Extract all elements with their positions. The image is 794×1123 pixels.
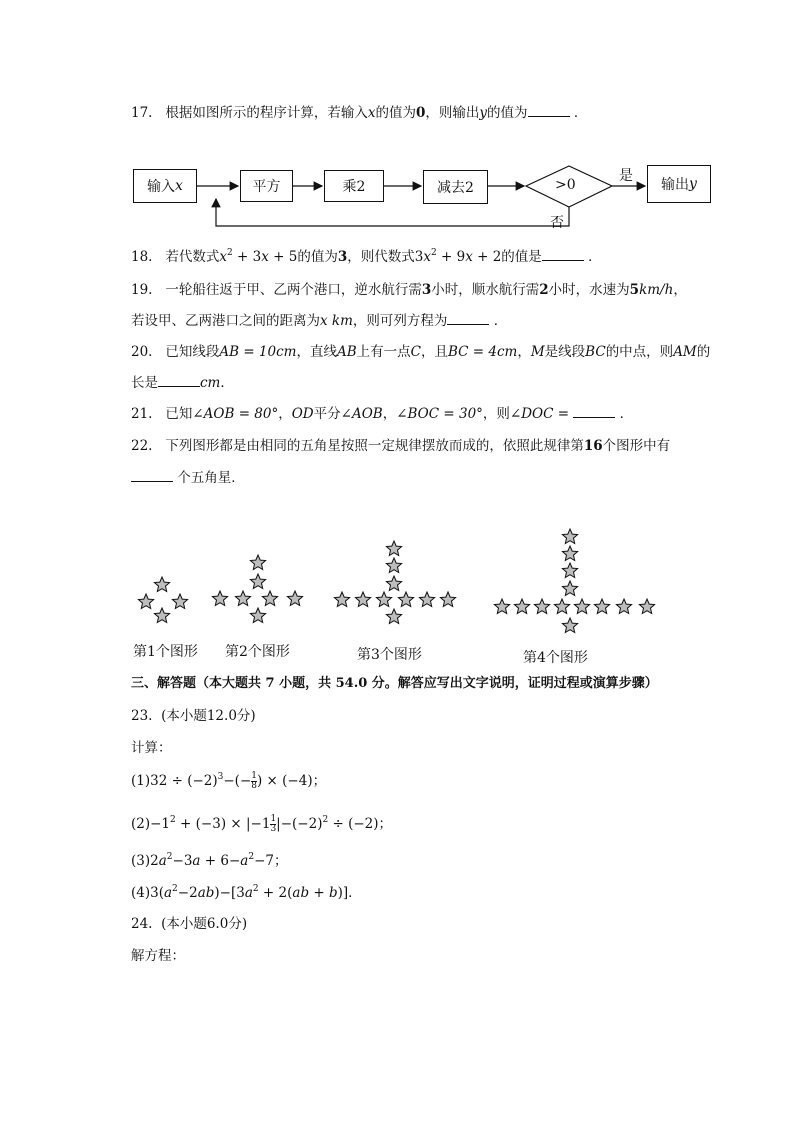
q17-text: 的值为 [487, 105, 528, 121]
q19-text: ，则可列方程为 [352, 313, 448, 329]
star-icon [376, 592, 391, 607]
star-icon [594, 599, 609, 614]
q20-end: ． [220, 375, 234, 391]
q21-text: ， [278, 406, 292, 422]
q17-var-y: y [479, 105, 488, 121]
q19-text: 若设甲、乙两港口之间的距离为 [131, 313, 320, 329]
q21-number: 21. [131, 406, 153, 422]
q21-doc-eq: ∠DOC = [509, 406, 570, 422]
star-icon [574, 599, 589, 614]
star-icon [398, 592, 413, 607]
answer-blank [573, 405, 615, 418]
flow-square-label: 平方 [252, 179, 281, 195]
q19-speed: 5 [629, 282, 640, 298]
answer-blank [131, 469, 173, 482]
q23-p1-label: (1) [131, 773, 151, 789]
arrow-loop-back [216, 199, 569, 226]
q17-end: ． [573, 105, 588, 121]
answer-blank [447, 312, 489, 325]
section3-title: 三、解答题（本大题共 7 小题，共 54.0 分。解答应写出文字说明，证明过程或演算步骤） [131, 676, 658, 691]
q24-solve: 解方程： [131, 948, 185, 964]
caption-fig3: 第3个图形 [357, 647, 422, 663]
q20-ab: AB [336, 344, 357, 360]
q20-text: ，直线 [296, 344, 337, 360]
q19-end: ． [493, 313, 508, 329]
q23-score: (本小题12.0分) [161, 708, 256, 724]
flow-input-box [133, 169, 197, 203]
q21-text: 已知 [165, 406, 193, 422]
q23-p3-expr: $2a^2-3a + 6-a^2-7$； [150, 852, 288, 869]
q21-text: ， [382, 406, 397, 422]
star-icon [212, 591, 227, 606]
caption-fig1: 第1个图形 [133, 644, 198, 660]
q20-ab-eq: AB = 10cm [219, 344, 297, 360]
flow-condition-label: >0 [555, 177, 576, 193]
flow-square-box [240, 170, 293, 202]
star-icon [386, 609, 401, 624]
q18-text: ，则代数式 [347, 249, 415, 265]
q20-number: 20. [131, 344, 153, 360]
q22-text: 个五角星． [177, 470, 245, 486]
q22-text: 下列图形都是由相同的五角星按照一定规律摆放而成的，依照此规律第 [165, 438, 584, 454]
q21-text: 平分 [313, 406, 341, 422]
star-icon [386, 541, 401, 556]
flow-output-label: 输出 [661, 177, 690, 193]
q20-text: 的中点，则 [605, 344, 674, 360]
q24-header [131, 915, 247, 933]
star-icon [250, 574, 265, 589]
star-icon [562, 618, 577, 633]
q23-number: 23. [131, 708, 153, 724]
q18-line [131, 248, 602, 266]
q22-number: 22. [131, 438, 153, 454]
caption-fig2: 第2个图形 [225, 644, 290, 660]
q19-dist: x km [320, 313, 353, 329]
star-icon [154, 577, 169, 592]
q18-val: 3 [337, 249, 348, 265]
star-icon [172, 594, 187, 609]
star-icon [562, 563, 577, 578]
q23-p4-expr: $3(a^2-2ab)-[3a^2 + 2(ab + b)]$． [150, 884, 362, 901]
q20-text: 长是 [131, 375, 158, 391]
star-icon [534, 599, 549, 614]
q18-number: 18. [131, 249, 153, 265]
q20-c: C [410, 344, 421, 360]
star-icon [562, 581, 577, 596]
q22-n16: 16 [583, 438, 603, 454]
q18-expr2: $3x^2 + 9x + 2$ [414, 248, 502, 265]
flow-times2-box [324, 170, 384, 202]
q17-var-x: x [367, 105, 376, 121]
flow-times2-label: 乘2 [342, 179, 366, 195]
q21-line [131, 405, 633, 423]
q18-text: 若代数式 [165, 249, 220, 265]
flow-no-label: 否 [550, 215, 564, 231]
star-icon [355, 592, 370, 607]
q23-part2 [131, 815, 392, 834]
q19-unit: km/h [639, 282, 674, 298]
q18-expr1: $x^2 + 3x + 5$ [219, 248, 298, 265]
q21-end: ． [619, 406, 634, 422]
star-icon [250, 555, 265, 570]
q19-n2: 2 [539, 282, 549, 298]
star-icon [419, 592, 434, 607]
star-icon [250, 608, 265, 623]
q17-number: 17. [131, 105, 153, 121]
q23-p2-label: (2) [131, 816, 151, 832]
flow-input-var: x [175, 178, 183, 194]
star-icon [154, 608, 169, 623]
answer-blank [542, 248, 584, 261]
star-icon [639, 599, 654, 614]
q20-text: 是线段 [544, 344, 586, 360]
q22-line1 [131, 437, 670, 455]
q20-line2 [131, 374, 234, 392]
q23-p1-expr: $32 \div (-2)^3-(-$ $\frac{1}{8}$ ) × (−4)； [150, 771, 327, 791]
q19-text: ， [673, 282, 687, 298]
flow-input-label: 输入 [147, 179, 176, 195]
q20-line1 [131, 343, 710, 361]
q19-line1 [131, 281, 687, 299]
flow-minus2-box [423, 170, 488, 204]
q22-text: 个图形中有 [602, 438, 671, 454]
flow-output-var: y [689, 176, 697, 192]
star-figures [0, 520, 794, 640]
star-icon [514, 599, 529, 614]
q20-m: M [530, 344, 545, 360]
star-icon [554, 599, 569, 614]
star-icon [287, 591, 302, 606]
flow-output-box [647, 165, 711, 203]
q23-calc: 计算： [131, 740, 172, 756]
q17-text: ，则输出 [425, 105, 480, 121]
q21-aob: ∠AOB [340, 406, 383, 422]
flow-yes-label: 是 [619, 168, 633, 184]
star-icon [562, 529, 577, 544]
q18-end: ． [588, 249, 602, 265]
q23-p2-expr: $-1^2 + (-3) \times |-1$ $\frac{1}{3}$ $|-(-2)^2 \div (-2)$； [150, 814, 393, 834]
flow-minus2-label: 减去2 [437, 180, 474, 196]
q18-text: 的值是 [501, 249, 542, 265]
q20-cm: cm [200, 375, 221, 391]
q21-boc-eq: ∠BOC = 30° [396, 406, 483, 422]
star-icon [440, 592, 455, 607]
star-icon [138, 594, 153, 609]
q23-p3-label: (3) [131, 853, 151, 869]
q24-score: (本小题6.0分) [161, 916, 248, 932]
q23-header [131, 707, 256, 725]
q17-zero: 0 [415, 105, 426, 121]
answer-blank [158, 374, 200, 387]
q19-n3: 3 [421, 282, 432, 298]
q17-text: 的值为 [375, 105, 416, 121]
star-icon [235, 591, 250, 606]
q24-number: 24. [131, 916, 153, 932]
q19-text: 一轮船往返于甲、乙两个港口，逆水航行需 [165, 282, 422, 298]
star-icon [262, 591, 277, 606]
star-icon [386, 558, 401, 573]
q20-bc-eq: BC = 4cm [447, 344, 518, 360]
flowchart-arrows [0, 0, 794, 240]
q18-text: 的值为 [297, 249, 338, 265]
q20-text: 已知线段 [165, 344, 220, 360]
q20-text: 的 [696, 344, 711, 360]
star-icon [494, 599, 509, 614]
star-icon [616, 599, 631, 614]
q21-od: OD [291, 406, 314, 422]
q20-am: AM [673, 344, 697, 360]
q20-text: ， [517, 344, 531, 360]
q17-text: 根据如图所示的程序计算，若输入 [165, 105, 368, 121]
q20-text: ，且 [420, 344, 448, 360]
q22-line2 [131, 469, 245, 487]
star-icon [562, 546, 577, 561]
star-icon [386, 576, 401, 591]
q19-text: 小时，水速为 [548, 282, 630, 298]
q23-part3 [131, 852, 287, 870]
caption-fig4: 第4个图形 [523, 650, 588, 666]
q20-text: 上有一点 [356, 344, 411, 360]
q19-text: 小时，顺水航行需 [431, 282, 540, 298]
star-icon [334, 592, 349, 607]
q23-p4-label: (4) [131, 885, 151, 901]
q21-text: ，则 [482, 406, 510, 422]
q23-part4 [131, 884, 362, 902]
q19-line2 [131, 312, 507, 330]
q23-part1 [131, 772, 326, 791]
q21-aob-eq: ∠AOB = 80° [192, 406, 279, 422]
q19-number: 19. [131, 282, 153, 298]
q20-bc: BC [585, 344, 606, 360]
